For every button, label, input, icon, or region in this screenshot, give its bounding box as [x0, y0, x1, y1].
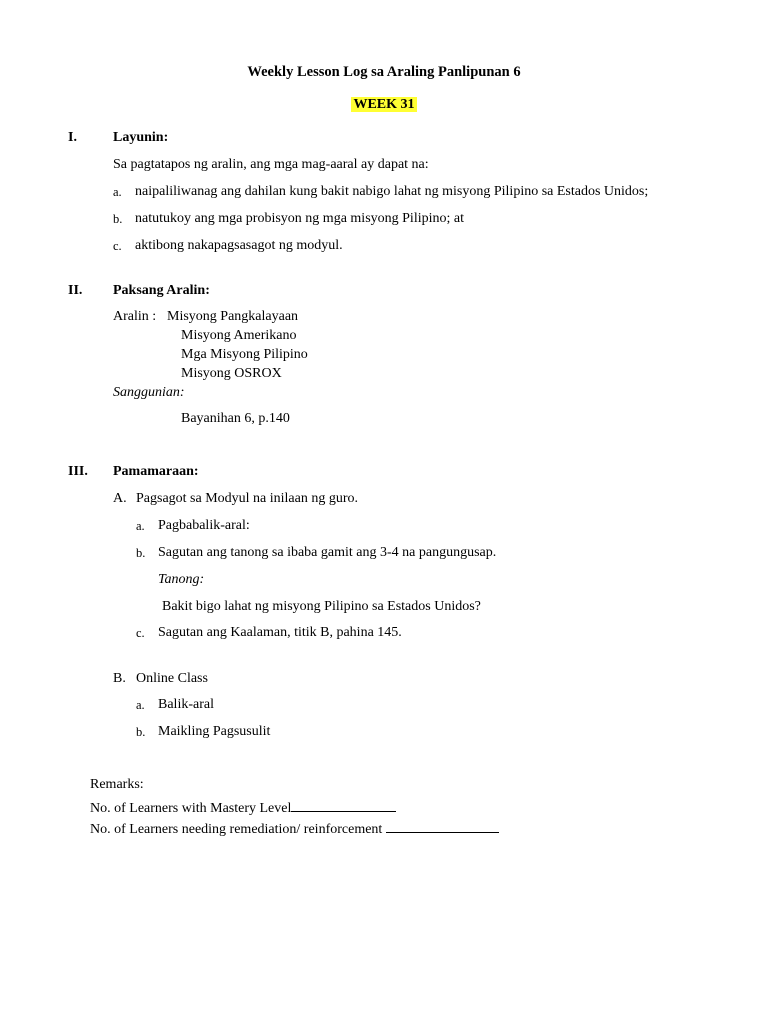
section-3-heading: Pamamaraan: — [113, 464, 199, 479]
objective-a-marker: a. — [113, 185, 122, 199]
procedure-b-text: Online Class — [136, 671, 208, 686]
section-3-numeral: III. — [68, 464, 88, 479]
aralin-item: Misyong OSROX — [181, 366, 282, 381]
document-title: Weekly Lesson Log sa Araling Panlipunan 6 — [247, 64, 521, 80]
procedure-a-item-a-marker: a. — [136, 519, 145, 533]
section-2-numeral: II. — [68, 283, 83, 298]
section-2-heading: Paksang Aralin: — [113, 283, 210, 298]
aralin-item: Misyong Pangkalayaan — [167, 309, 299, 324]
procedure-b-item-a-marker: a. — [136, 698, 145, 712]
tanong-label: Tanong: — [158, 572, 205, 587]
objective-a-text: naipaliliwanag ang dahilan kung bakit nabigo lahat ng misyong Pilipino sa Estados Unidos; — [135, 184, 649, 199]
section-1-heading: Layunin: — [113, 130, 169, 145]
tanong-text: Bakit bigo lahat ng misyong Pilipino sa Estados Unidos? — [162, 599, 481, 614]
mastery-line — [90, 798, 396, 817]
procedure-b-item-b-marker: b. — [136, 725, 146, 739]
procedure-b-item-a-text: Balik-aral — [158, 697, 214, 712]
objective-c-marker: c. — [113, 239, 122, 253]
section-1-numeral: I. — [68, 130, 77, 145]
procedure-a-marker: A. — [113, 491, 127, 506]
procedure-b-marker: B. — [113, 671, 126, 686]
sanggunian-value: Bayanihan 6, p.140 — [181, 411, 290, 426]
week-label: WEEK 31 — [353, 97, 415, 112]
procedure-a-item-a-text: Pagbabalik-aral: — [158, 518, 250, 533]
procedure-a-item-c-marker: c. — [136, 626, 145, 640]
aralin-label: Aralin : — [113, 309, 157, 324]
remediation-line — [90, 819, 499, 838]
remediation-label: No. of Learners needing remediation/ reinforcement — [90, 822, 383, 837]
aralin-item: Mga Misyong Pilipino — [181, 347, 308, 362]
section-1-intro: Sa pagtatapos ng aralin, ang mga mag-aaral ay dapat na: — [113, 157, 429, 172]
objective-c-text: aktibong nakapagsasagot ng modyul. — [135, 238, 343, 253]
week-label-wrap — [0, 97, 768, 113]
objective-b-text: natutukoy ang mga probisyon ng mga misyong Pilipino; at — [135, 211, 464, 226]
remediation-blank[interactable] — [386, 819, 499, 833]
objective-b-marker: b. — [113, 212, 123, 226]
procedure-b-item-b-text: Maikling Pagsusulit — [158, 724, 271, 739]
sanggunian-label: Sanggunian: — [113, 385, 185, 400]
aralin-item: Misyong Amerikano — [181, 328, 297, 343]
procedure-a-item-b-text: Sagutan ang tanong sa ibaba gamit ang 3-4 na pangungusap. — [158, 545, 497, 560]
mastery-label: No. of Learners with Mastery Level — [90, 801, 292, 816]
procedure-a-text: Pagsagot sa Modyul na inilaan ng guro. — [136, 491, 359, 506]
mastery-blank[interactable] — [291, 798, 396, 812]
remarks-label: Remarks: — [90, 777, 144, 792]
procedure-a-item-c-text: Sagutan ang Kaalaman, titik B, pahina 145. — [158, 625, 402, 640]
procedure-a-item-b-marker: b. — [136, 546, 146, 560]
